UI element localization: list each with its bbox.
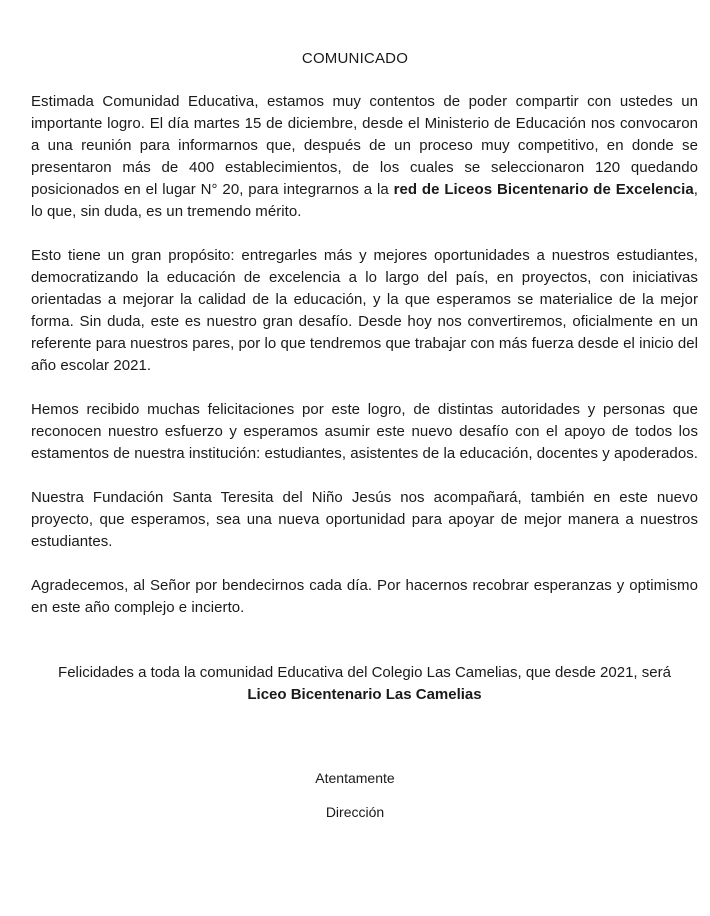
closing-message — [31, 662, 698, 706]
signature-salutation: Atentamente — [315, 770, 395, 786]
paragraph-achievement-text: Estimada Comunidad Educativa, estamos muy contentos de poder compartir con ustedes un importante logro. El día martes 15 de diciembre, desde el Ministerio de Educación nos convocaron a una reunión para informarnos que, después de un proceso muy competitivo, en donde se presentaron más de 400 establecimientos, de los cuales se seleccionaron 120 quedando posicionados en el lugar N° 20, para integrarnos a la — [31, 93, 698, 198]
paragraph-purpose: Esto tiene un gran propósito: entregarles más y mejores oportunidades a nuestros estudiantes, democratizando la educación de excelencia a lo largo del país, en proyectos, con iniciativas orientadas a mejorar la calidad de la educación, y la que esperamos se materialice de la mejor forma. Sin duda, este es nuestro gran desafío. Desde hoy nos convertiremos, oficialmente en un referente para nuestros pares, por lo que tendremos que trabajar con más fuerza desde el inicio del año escolar 2021. — [31, 247, 698, 374]
closing-message-line-1: Felicidades a toda la comunidad Educativa del Colegio Las Camelias, que desde 2021, será — [58, 664, 671, 681]
paragraph-congratulations: Hemos recibido muchas felicitaciones por este logro, de distintas autoridades y personas que reconocen nuestro esfuerzo y esperamos asumir este nuevo desafío con el apoyo de todos los estamentos de nuestra institución: estudiantes, asistentes de la educación, docentes y apoderados. — [31, 401, 698, 462]
paragraph-achievement-bold-network: red de Liceos Bicentenario de Excelencia — [393, 181, 694, 198]
closing-message-school-name: Liceo Bicentenario Las Camelias — [247, 686, 482, 703]
paragraph-foundation: Nuestra Fundación Santa Teresita del Niño Jesús nos acompañará, también en este nuevo proyecto, que esperamos, sea una nueva oportunidad para apoyar de mejor manera a nuestros estudiantes. — [31, 489, 698, 550]
paragraph-achievement — [31, 91, 698, 223]
paragraph-gratitude: Agradecemos, al Señor por bendecirnos cada día. Por hacernos recobrar esperanzas y optimismo en este año complejo e incierto. — [31, 577, 698, 616]
signature-sender: Dirección — [325, 804, 385, 820]
paragraph-achievement-ending: , lo que, sin duda, es un tremendo mérito. — [31, 181, 698, 220]
document-title: COMUNICADO — [301, 50, 409, 67]
document-body — [31, 91, 698, 641]
